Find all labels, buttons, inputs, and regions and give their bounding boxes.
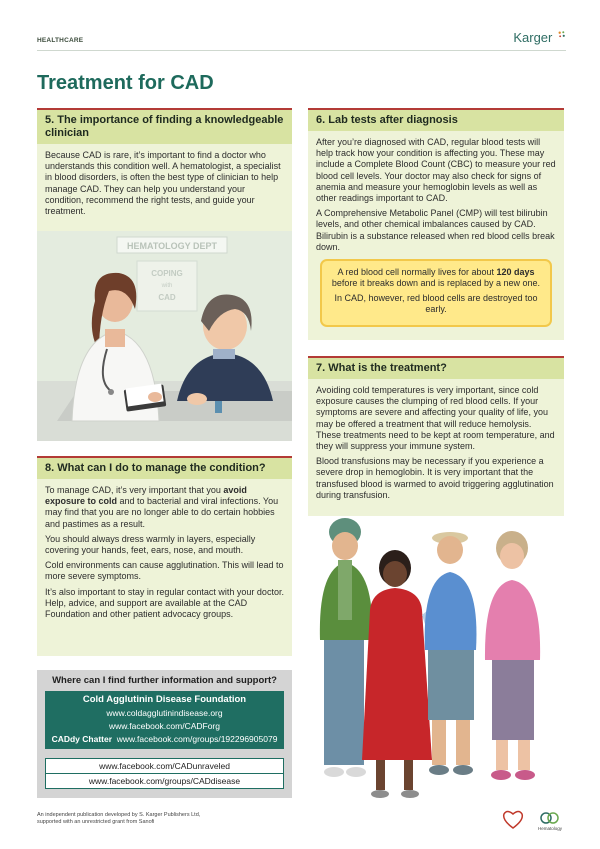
section-treatment — [308, 356, 564, 516]
karger-star-icon — [557, 30, 566, 39]
caddy-chatter-link[interactable]: CADdy Chatter www.facebook.com/groups/192296905079 — [51, 734, 278, 744]
section-paragraph: It’s also important to stay in regular contact with your doctor. Help, advice, and support are available at the CAD Foundation and other patient advocacy groups. — [45, 586, 284, 620]
section-paragraph: Avoiding cold temperatures is very important, since cold exposure causes the clumping of red blood cells. If your symptoms are severe and affecting your quality of life, you may be offered a treatment that will reduce hemolysis. These treatments need to be kept at room temperature, and they will suppress your immune system. — [316, 385, 555, 452]
section-heading: 7. What is the treatment? — [308, 356, 564, 379]
section-paragraph: You should always dress warmly in layers, especially covering your hands, feet, ears, nose, and mouth. — [45, 533, 256, 556]
footer-logos — [500, 808, 562, 831]
category-label: HEALTHCARE — [37, 37, 84, 44]
people-group-illustration — [300, 510, 565, 815]
poster-line1: COPING — [151, 269, 183, 279]
section-paragraph: Cold environments can cause agglutination. This will lead to more severe symptoms. — [45, 560, 284, 582]
section-clinician — [37, 108, 292, 436]
sign-text: HEMATOLOGY DEPT — [126, 241, 218, 252]
section-paragraph: Because CAD is rare, it’s important to find a doctor who understands this condition well. A hematologist, a specialist in blood disorders, is often the best type of clinician to help manage CAD. They can help you understand your condition, recommend the right tests, and guide your treatment. — [45, 150, 281, 217]
org-name: Cold Agglutinin Disease Foundation — [82, 694, 247, 705]
support-box — [37, 670, 292, 798]
org-facebook-link[interactable]: www.facebook.com/CADForg — [108, 721, 220, 731]
poster-line3: CAD — [158, 293, 176, 303]
section-manage — [37, 456, 292, 656]
section-lab-tests — [308, 108, 564, 340]
hematology-logo: Hematology — [538, 811, 562, 831]
support-question: Where can I find further information and support? — [52, 675, 277, 686]
section-heading: 6. Lab tests after diagnosis — [308, 108, 564, 131]
karger-logo[interactable] — [513, 30, 566, 45]
cad-foundation-logo — [500, 808, 526, 831]
callout-line2: In CAD, however, red blood cells are destroyed too early. — [334, 293, 538, 315]
footer-credit: An independent publication developed by S. Karger Publishers Ltd, supported with an unrestricted grant from Sanofi — [37, 812, 201, 825]
heart-logo-icon — [500, 808, 526, 830]
poster-line2: with — [161, 283, 173, 290]
page-title: Treatment for CAD — [37, 72, 214, 94]
cad-foundation-box — [45, 691, 284, 749]
section-paragraph: To manage CAD, it’s very important that you avoid exposure to cold and to bacterial and viral infections. You may find that you are no longer able to do certain hobbies and pastimes as a result. — [45, 485, 279, 529]
section-paragraph: Blood transfusions may be necessary if you experience a severe drop in hemoglobin. It is very important that the transfused blood is warmed to avoid triggering agglutination during transfusion. — [316, 456, 554, 500]
section-heading: 5. The importance of finding a knowledgeable clinician — [37, 108, 292, 144]
org-website-link[interactable]: www.coldagglutinindisease.org — [106, 708, 223, 718]
section-paragraph: After you’re diagnosed with CAD, regular blood tests will help track how your condition is affecting you. These may include a Complete Blood Count (CBC) to measure your red blood cell levels. Your doctor may also check for signs of anemia and measure your hemoglobin levels as well as other readings important to CAD. — [316, 137, 556, 204]
cad-disease-group-link[interactable]: www.facebook.com/groups/CADdisease — [46, 773, 283, 788]
doctor-visit-illustration — [37, 231, 292, 441]
brand-name: Karger — [513, 30, 553, 45]
hematology-mark-icon — [539, 811, 561, 825]
other-links — [45, 758, 284, 789]
header-divider — [37, 50, 566, 51]
callout-line1: A red blood cell normally lives for about 120 days before it breaks down and is replaced by a new one. — [331, 267, 541, 289]
section-heading: 8. What can I do to manage the condition? — [37, 456, 292, 479]
red-cell-callout — [320, 259, 552, 327]
section-paragraph: A Comprehensive Metabolic Panel (CMP) will test bilirubin levels, and other chemical imbalances caused by CAD. Bilirubin is a substance released when red blood cells break down. — [316, 208, 555, 252]
cad-unraveled-link[interactable]: www.facebook.com/CADunraveled — [99, 761, 230, 771]
